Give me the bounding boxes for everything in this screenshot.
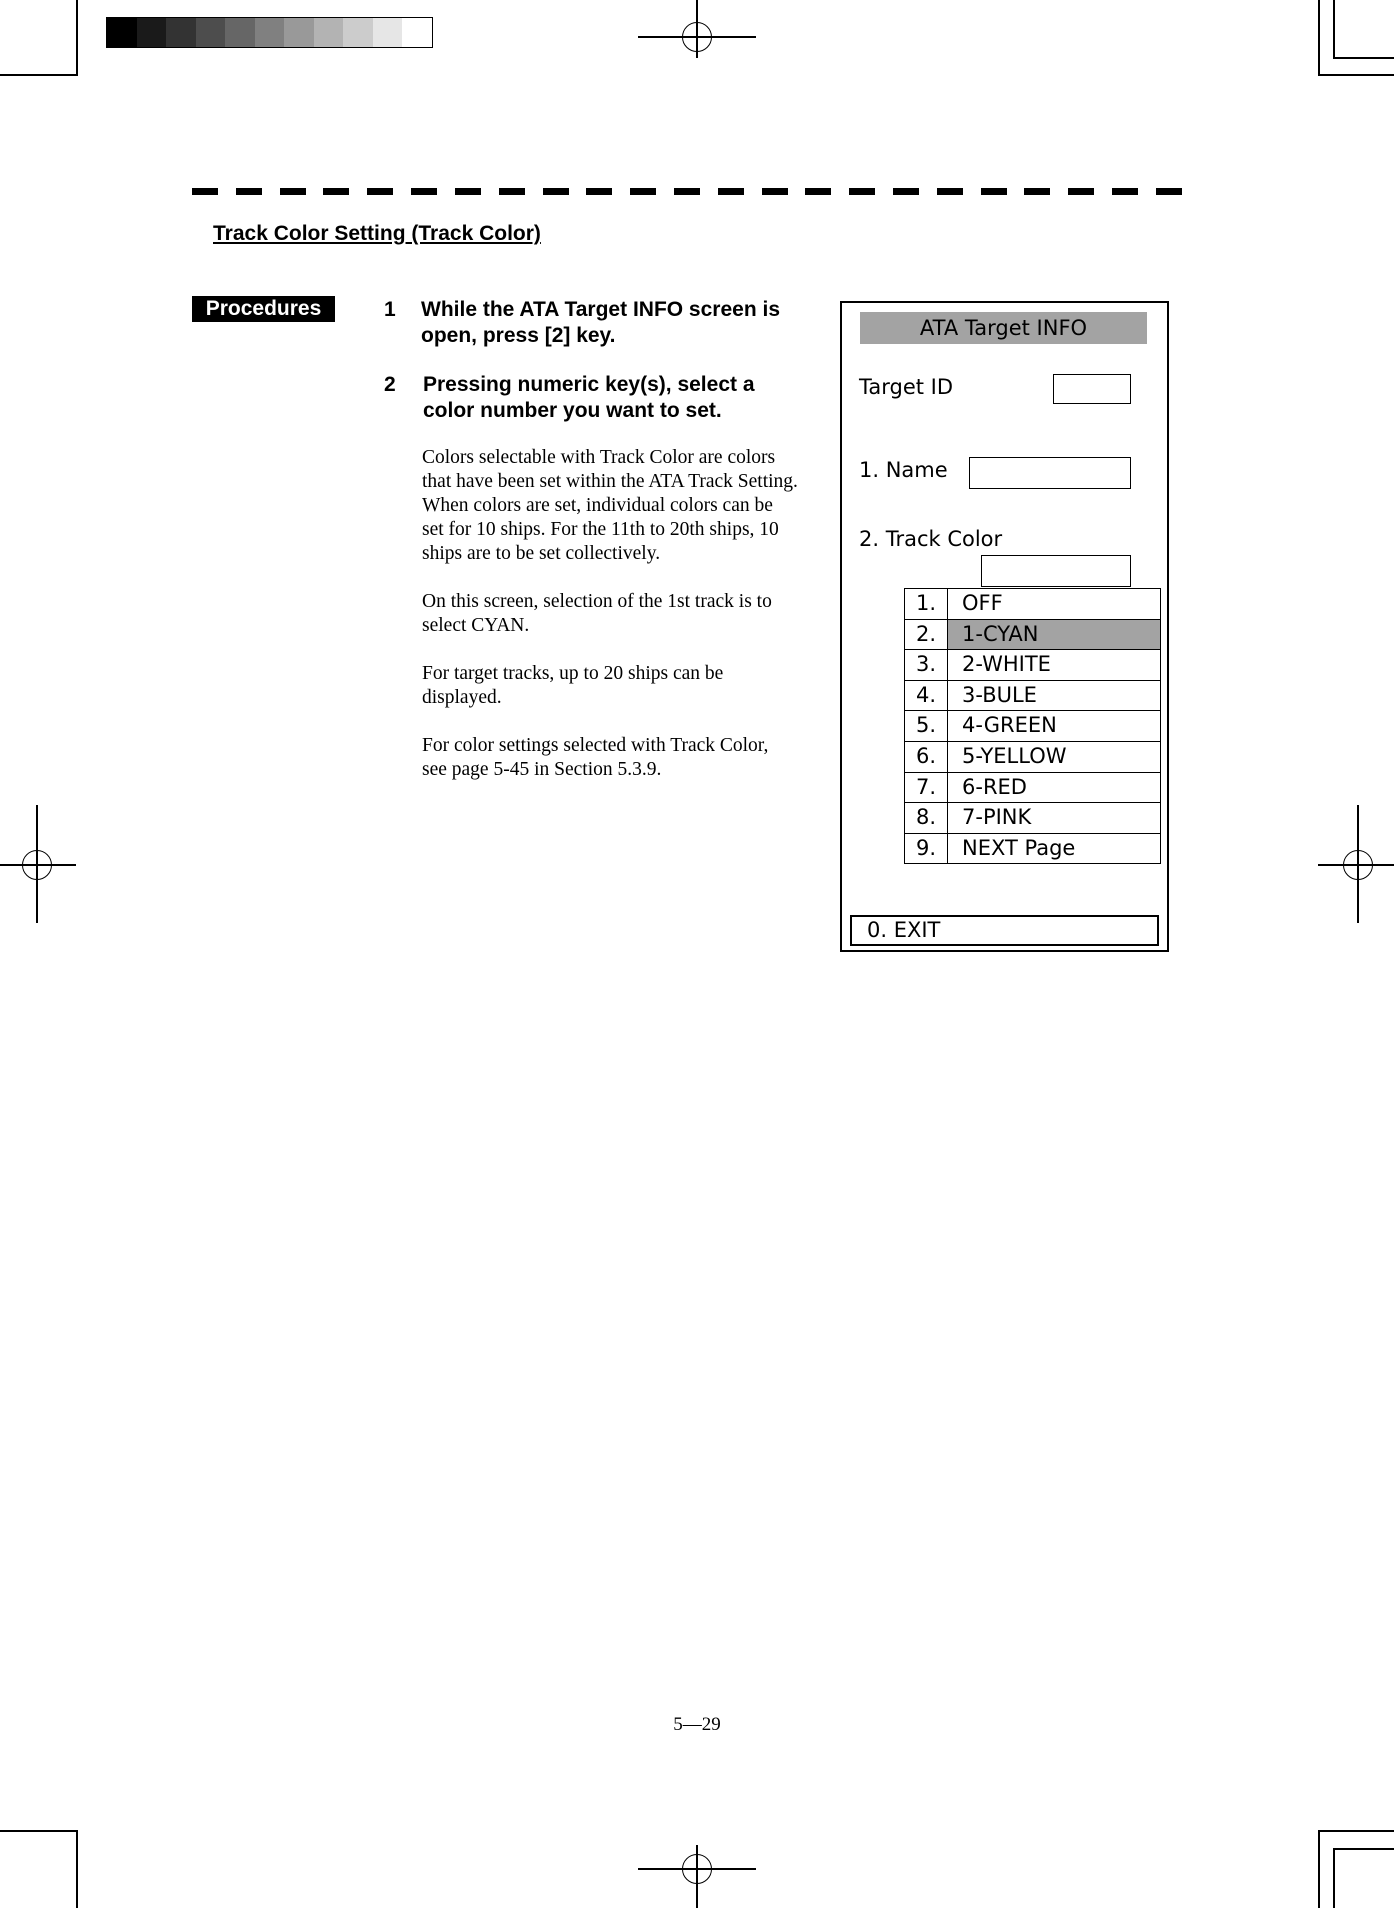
color-option-number: 8. [905, 803, 948, 833]
divider-dash [630, 188, 656, 195]
track-color-list [904, 588, 1161, 864]
color-option-label: 4-GREEN [962, 713, 1057, 738]
section-title: Track Color Setting (Track Color) [213, 222, 541, 245]
color-option-label: 5-YELLOW [962, 743, 1067, 768]
name-field[interactable] [969, 457, 1131, 489]
divider-dash [1024, 188, 1050, 195]
gray-swatch [373, 18, 403, 47]
color-option[interactable] [904, 834, 1161, 865]
color-option[interactable] [904, 589, 1161, 620]
divider-dash [674, 188, 700, 195]
divider-dash [937, 188, 963, 195]
divider-dash [192, 188, 218, 195]
divider-dash [718, 188, 744, 195]
color-option-number: 9. [905, 834, 948, 864]
paragraph-target-tracks: For target tracks, up to 20 ships can be displayed. [422, 663, 724, 708]
divider-dash [849, 188, 875, 195]
paragraph-color-settings: For color settings selected with Track Color, see page 5-45 in Section 5.3.9. [422, 735, 769, 780]
divider-dash [981, 188, 1007, 195]
color-option[interactable] [904, 681, 1161, 712]
panel-title: ATA Target INFO [860, 312, 1147, 344]
page-number: 5—29 [673, 1714, 721, 1735]
color-option-label: 7-PINK [962, 805, 1032, 830]
name-menu-item[interactable]: 1. Name [859, 458, 948, 482]
divider-dash [543, 188, 569, 195]
color-option-label: 6-RED [962, 774, 1027, 799]
gray-swatch [166, 18, 196, 47]
color-option-label: 3-BULE [962, 682, 1037, 707]
gray-swatch [402, 18, 432, 47]
color-option-label: 2-WHITE [962, 652, 1051, 677]
exit-button[interactable]: 0. EXIT [850, 915, 1159, 946]
color-option-label: 1-CYAN [948, 620, 1160, 650]
divider-dash [1156, 188, 1182, 195]
divider-dash [367, 188, 393, 195]
divider-dash [1068, 188, 1094, 195]
divider-dash [893, 188, 919, 195]
color-option-number: 2. [905, 620, 948, 650]
color-option[interactable] [904, 620, 1161, 651]
gray-swatch [284, 18, 314, 47]
section-divider [192, 188, 1182, 195]
color-option-number: 1. [905, 589, 948, 619]
step-2-number: 2 [384, 373, 396, 396]
color-option-number: 5. [905, 711, 948, 741]
divider-dash [805, 188, 831, 195]
color-option-label: OFF [962, 591, 1003, 615]
gray-swatch [137, 18, 167, 47]
track-color-field[interactable] [981, 555, 1131, 587]
color-option[interactable] [904, 650, 1161, 681]
divider-dash [1112, 188, 1138, 195]
procedures-badge: Procedures [192, 296, 335, 322]
target-id-label: Target ID [859, 375, 954, 399]
step-2-text: Pressing numeric key(s), select a color number you want to set. [423, 373, 755, 422]
color-option-number: 3. [905, 650, 948, 680]
color-option-number: 4. [905, 681, 948, 711]
gray-swatch [196, 18, 226, 47]
gray-swatch [107, 18, 137, 47]
divider-dash [411, 188, 437, 195]
divider-dash [499, 188, 525, 195]
gray-swatch [225, 18, 255, 47]
color-option[interactable] [904, 711, 1161, 742]
divider-dash [323, 188, 349, 195]
step-1-number: 1 [384, 298, 396, 321]
paragraph-track-colors: Colors selectable with Track Color are colors that have been set within the ATA Track Setting. When colors are set, individual colors can be set for 10 ships. For the 11th to 20th ships, 10 ships are to be set collectively. [422, 447, 798, 564]
divider-dash [280, 188, 306, 195]
ata-target-info-panel [840, 301, 1169, 952]
color-option[interactable] [904, 803, 1161, 834]
color-option-number: 7. [905, 773, 948, 803]
track-color-menu-item[interactable]: 2. Track Color [859, 527, 1003, 551]
divider-dash [236, 188, 262, 195]
gray-swatch [255, 18, 285, 47]
color-option[interactable] [904, 742, 1161, 773]
target-id-field[interactable] [1053, 374, 1131, 404]
divider-dash [762, 188, 788, 195]
color-option-label: NEXT Page [962, 835, 1076, 860]
divider-dash [586, 188, 612, 195]
gray-calibration-strip [106, 17, 433, 48]
step-1-text: While the ATA Target INFO screen is open, press [2] key. [421, 298, 780, 347]
divider-dash [455, 188, 481, 195]
color-option[interactable] [904, 773, 1161, 804]
color-option-number: 6. [905, 742, 948, 772]
gray-swatch [343, 18, 373, 47]
paragraph-first-track: On this screen, selection of the 1st track is to select CYAN. [422, 591, 772, 636]
gray-swatch [314, 18, 344, 47]
